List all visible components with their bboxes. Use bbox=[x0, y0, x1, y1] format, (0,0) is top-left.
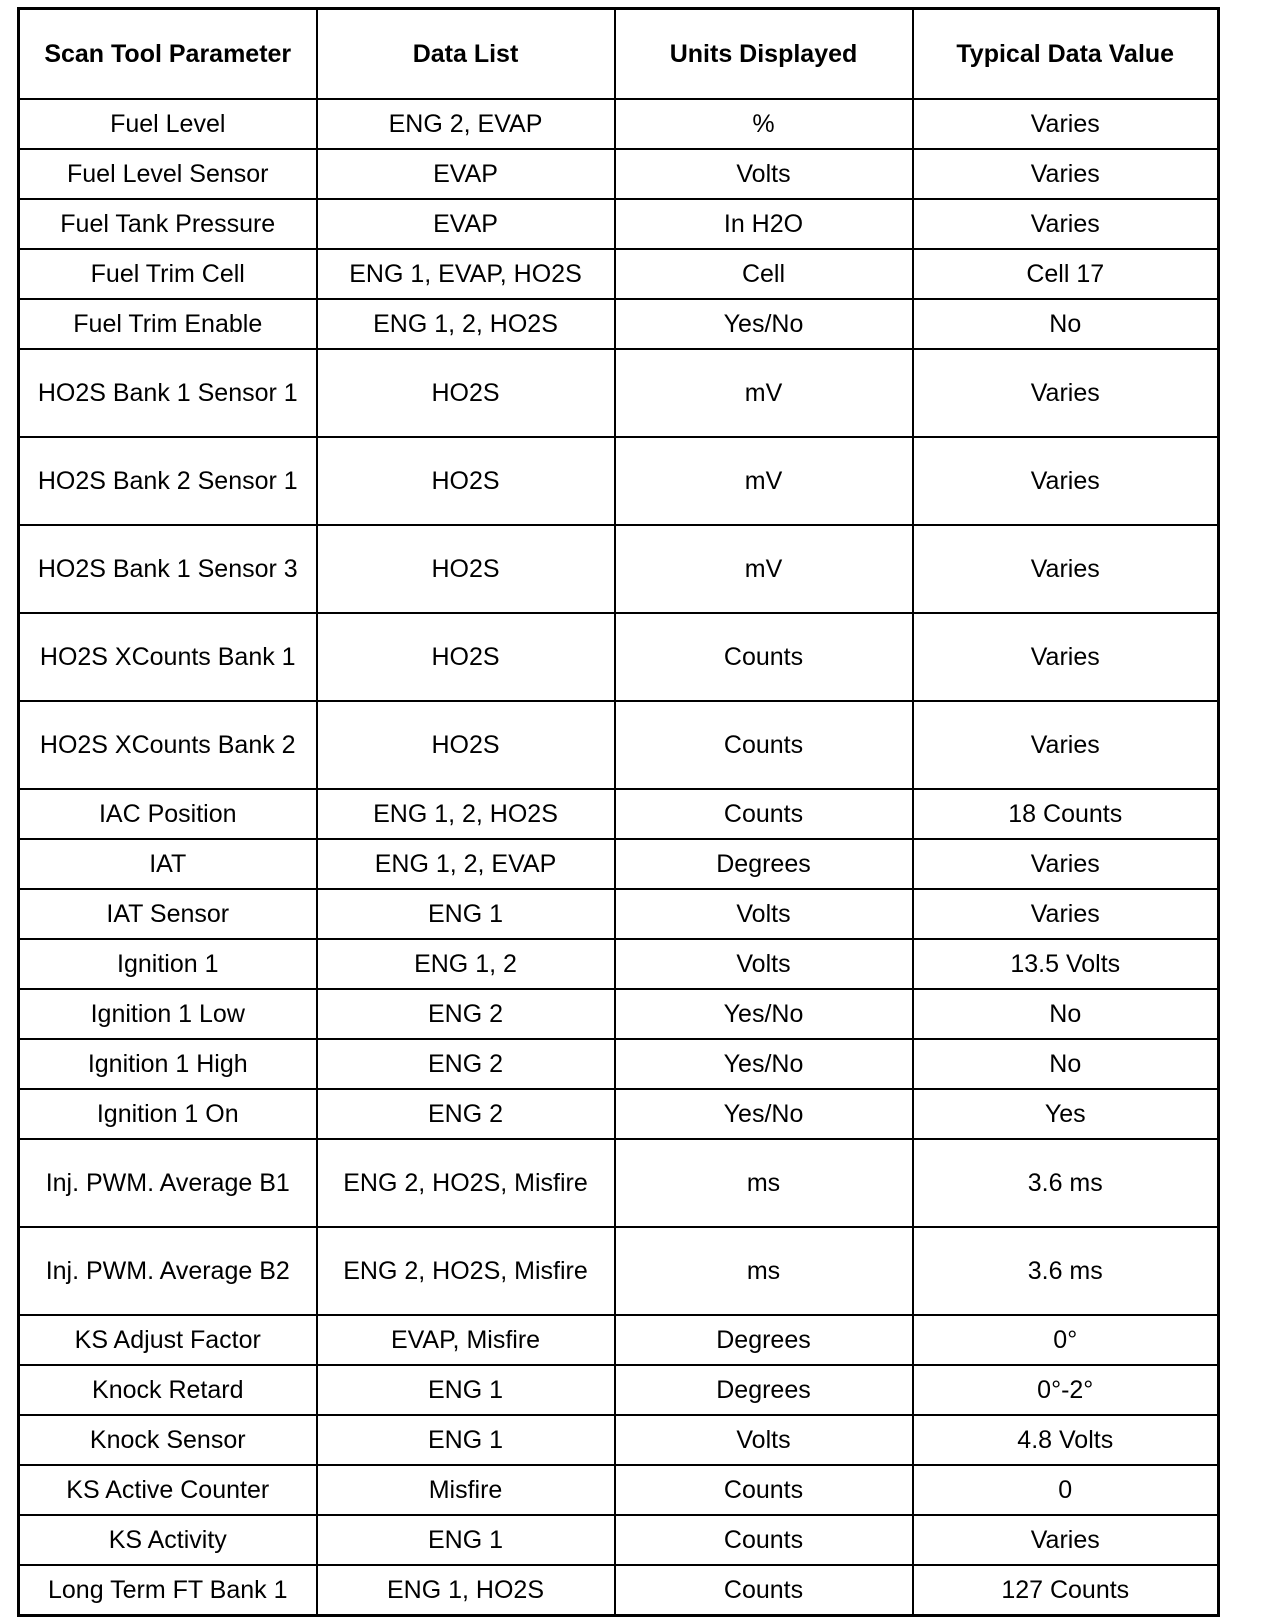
cell-parameter: IAT Sensor bbox=[19, 889, 317, 939]
cell-units: Yes/No bbox=[615, 989, 913, 1039]
table-row bbox=[19, 299, 1219, 349]
table-row bbox=[19, 1465, 1219, 1515]
cell-typical-value: Cell 17 bbox=[913, 249, 1219, 299]
table-row bbox=[19, 199, 1219, 249]
cell-units: Cell bbox=[615, 249, 913, 299]
cell-data-list: ENG 1, 2, EVAP bbox=[317, 839, 615, 889]
cell-parameter: Inj. PWM. Average B1 bbox=[19, 1139, 317, 1227]
table-row bbox=[19, 349, 1219, 437]
cell-typical-value: Varies bbox=[913, 525, 1219, 613]
cell-units: Volts bbox=[615, 889, 913, 939]
table-row bbox=[19, 149, 1219, 199]
cell-units: mV bbox=[615, 525, 913, 613]
cell-typical-value: 18 Counts bbox=[913, 789, 1219, 839]
cell-data-list: ENG 2, HO2S, Misfire bbox=[317, 1139, 615, 1227]
cell-typical-value: No bbox=[913, 1039, 1219, 1089]
cell-data-list: ENG 1 bbox=[317, 1365, 615, 1415]
table-row bbox=[19, 839, 1219, 889]
table-row bbox=[19, 99, 1219, 149]
cell-parameter: KS Adjust Factor bbox=[19, 1315, 317, 1365]
cell-parameter: IAT bbox=[19, 839, 317, 889]
header-units-displayed: Units Displayed bbox=[615, 9, 913, 100]
cell-typical-value: Varies bbox=[913, 149, 1219, 199]
cell-typical-value: Varies bbox=[913, 99, 1219, 149]
cell-typical-value: Varies bbox=[913, 613, 1219, 701]
table-row bbox=[19, 437, 1219, 525]
cell-parameter: IAC Position bbox=[19, 789, 317, 839]
cell-parameter: HO2S Bank 1 Sensor 3 bbox=[19, 525, 317, 613]
table-row bbox=[19, 1139, 1219, 1227]
table-row bbox=[19, 525, 1219, 613]
cell-parameter: Ignition 1 High bbox=[19, 1039, 317, 1089]
cell-data-list: ENG 2, HO2S, Misfire bbox=[317, 1227, 615, 1315]
header-row bbox=[19, 9, 1219, 100]
cell-units: Yes/No bbox=[615, 1039, 913, 1089]
table-row bbox=[19, 1415, 1219, 1465]
cell-typical-value: 4.8 Volts bbox=[913, 1415, 1219, 1465]
cell-parameter: Fuel Level bbox=[19, 99, 317, 149]
cell-typical-value: Varies bbox=[913, 437, 1219, 525]
cell-data-list: ENG 2 bbox=[317, 1039, 615, 1089]
cell-data-list: ENG 1 bbox=[317, 1415, 615, 1465]
cell-typical-value: Varies bbox=[913, 349, 1219, 437]
cell-typical-value: Varies bbox=[913, 701, 1219, 789]
cell-typical-value: Varies bbox=[913, 889, 1219, 939]
cell-typical-value: Varies bbox=[913, 839, 1219, 889]
cell-data-list: HO2S bbox=[317, 613, 615, 701]
cell-units: ms bbox=[615, 1227, 913, 1315]
cell-data-list: HO2S bbox=[317, 701, 615, 789]
table-row bbox=[19, 701, 1219, 789]
cell-units: In H2O bbox=[615, 199, 913, 249]
cell-typical-value: Varies bbox=[913, 1515, 1219, 1565]
cell-typical-value: No bbox=[913, 299, 1219, 349]
table-row bbox=[19, 1227, 1219, 1315]
cell-parameter: Knock Sensor bbox=[19, 1415, 317, 1465]
cell-parameter: HO2S Bank 1 Sensor 1 bbox=[19, 349, 317, 437]
cell-data-list: HO2S bbox=[317, 525, 615, 613]
table-row bbox=[19, 249, 1219, 299]
cell-parameter: KS Activity bbox=[19, 1515, 317, 1565]
cell-parameter: Fuel Level Sensor bbox=[19, 149, 317, 199]
scan-tool-parameter-table bbox=[17, 7, 1220, 1617]
cell-typical-value: 0°-2° bbox=[913, 1365, 1219, 1415]
cell-units: Yes/No bbox=[615, 1089, 913, 1139]
table-row bbox=[19, 1039, 1219, 1089]
cell-units: Counts bbox=[615, 613, 913, 701]
cell-data-list: Misfire bbox=[317, 1465, 615, 1515]
cell-units: % bbox=[615, 99, 913, 149]
cell-typical-value: Varies bbox=[913, 199, 1219, 249]
header-data-list: Data List bbox=[317, 9, 615, 100]
cell-units: Degrees bbox=[615, 1315, 913, 1365]
cell-parameter: Long Term FT Bank 1 bbox=[19, 1565, 317, 1616]
cell-parameter: Knock Retard bbox=[19, 1365, 317, 1415]
cell-typical-value: Yes bbox=[913, 1089, 1219, 1139]
table-row bbox=[19, 939, 1219, 989]
cell-parameter: HO2S XCounts Bank 1 bbox=[19, 613, 317, 701]
cell-units: mV bbox=[615, 437, 913, 525]
table-row bbox=[19, 613, 1219, 701]
table-row bbox=[19, 1565, 1219, 1616]
cell-parameter: Ignition 1 Low bbox=[19, 989, 317, 1039]
cell-parameter: Fuel Trim Cell bbox=[19, 249, 317, 299]
cell-units: Counts bbox=[615, 789, 913, 839]
cell-units: Counts bbox=[615, 1565, 913, 1616]
cell-parameter: Fuel Tank Pressure bbox=[19, 199, 317, 249]
cell-data-list: HO2S bbox=[317, 349, 615, 437]
header-typical-data-value: Typical Data Value bbox=[913, 9, 1219, 100]
table-row bbox=[19, 989, 1219, 1039]
cell-data-list: ENG 2 bbox=[317, 1089, 615, 1139]
cell-data-list: ENG 1, 2, HO2S bbox=[317, 789, 615, 839]
cell-units: Counts bbox=[615, 701, 913, 789]
table-row bbox=[19, 1365, 1219, 1415]
table-row bbox=[19, 1089, 1219, 1139]
cell-units: ms bbox=[615, 1139, 913, 1227]
table-row bbox=[19, 789, 1219, 839]
cell-typical-value: 3.6 ms bbox=[913, 1227, 1219, 1315]
cell-data-list: EVAP, Misfire bbox=[317, 1315, 615, 1365]
cell-parameter: Ignition 1 On bbox=[19, 1089, 317, 1139]
cell-typical-value: 127 Counts bbox=[913, 1565, 1219, 1616]
cell-typical-value: No bbox=[913, 989, 1219, 1039]
cell-parameter: Inj. PWM. Average B2 bbox=[19, 1227, 317, 1315]
cell-units: Counts bbox=[615, 1515, 913, 1565]
cell-units: Yes/No bbox=[615, 299, 913, 349]
table-row bbox=[19, 1315, 1219, 1365]
cell-typical-value: 3.6 ms bbox=[913, 1139, 1219, 1227]
cell-data-list: HO2S bbox=[317, 437, 615, 525]
cell-parameter: HO2S Bank 2 Sensor 1 bbox=[19, 437, 317, 525]
table-row bbox=[19, 889, 1219, 939]
cell-data-list: EVAP bbox=[317, 199, 615, 249]
cell-parameter: HO2S XCounts Bank 2 bbox=[19, 701, 317, 789]
cell-units: Degrees bbox=[615, 1365, 913, 1415]
cell-units: Volts bbox=[615, 939, 913, 989]
cell-data-list: ENG 1 bbox=[317, 889, 615, 939]
cell-data-list: ENG 1 bbox=[317, 1515, 615, 1565]
cell-data-list: ENG 1, EVAP, HO2S bbox=[317, 249, 615, 299]
cell-data-list: ENG 2 bbox=[317, 989, 615, 1039]
cell-data-list: ENG 1, 2, HO2S bbox=[317, 299, 615, 349]
cell-parameter: KS Active Counter bbox=[19, 1465, 317, 1515]
cell-units: Counts bbox=[615, 1465, 913, 1515]
cell-typical-value: 0° bbox=[913, 1315, 1219, 1365]
cell-data-list: EVAP bbox=[317, 149, 615, 199]
header-scan-tool-parameter: Scan Tool Parameter bbox=[19, 9, 317, 100]
cell-units: Volts bbox=[615, 1415, 913, 1465]
cell-units: Degrees bbox=[615, 839, 913, 889]
table-row bbox=[19, 1515, 1219, 1565]
cell-data-list: ENG 1, 2 bbox=[317, 939, 615, 989]
cell-parameter: Fuel Trim Enable bbox=[19, 299, 317, 349]
cell-units: mV bbox=[615, 349, 913, 437]
cell-data-list: ENG 1, HO2S bbox=[317, 1565, 615, 1616]
cell-data-list: ENG 2, EVAP bbox=[317, 99, 615, 149]
cell-parameter: Ignition 1 bbox=[19, 939, 317, 989]
cell-typical-value: 0 bbox=[913, 1465, 1219, 1515]
cell-typical-value: 13.5 Volts bbox=[913, 939, 1219, 989]
cell-units: Volts bbox=[615, 149, 913, 199]
